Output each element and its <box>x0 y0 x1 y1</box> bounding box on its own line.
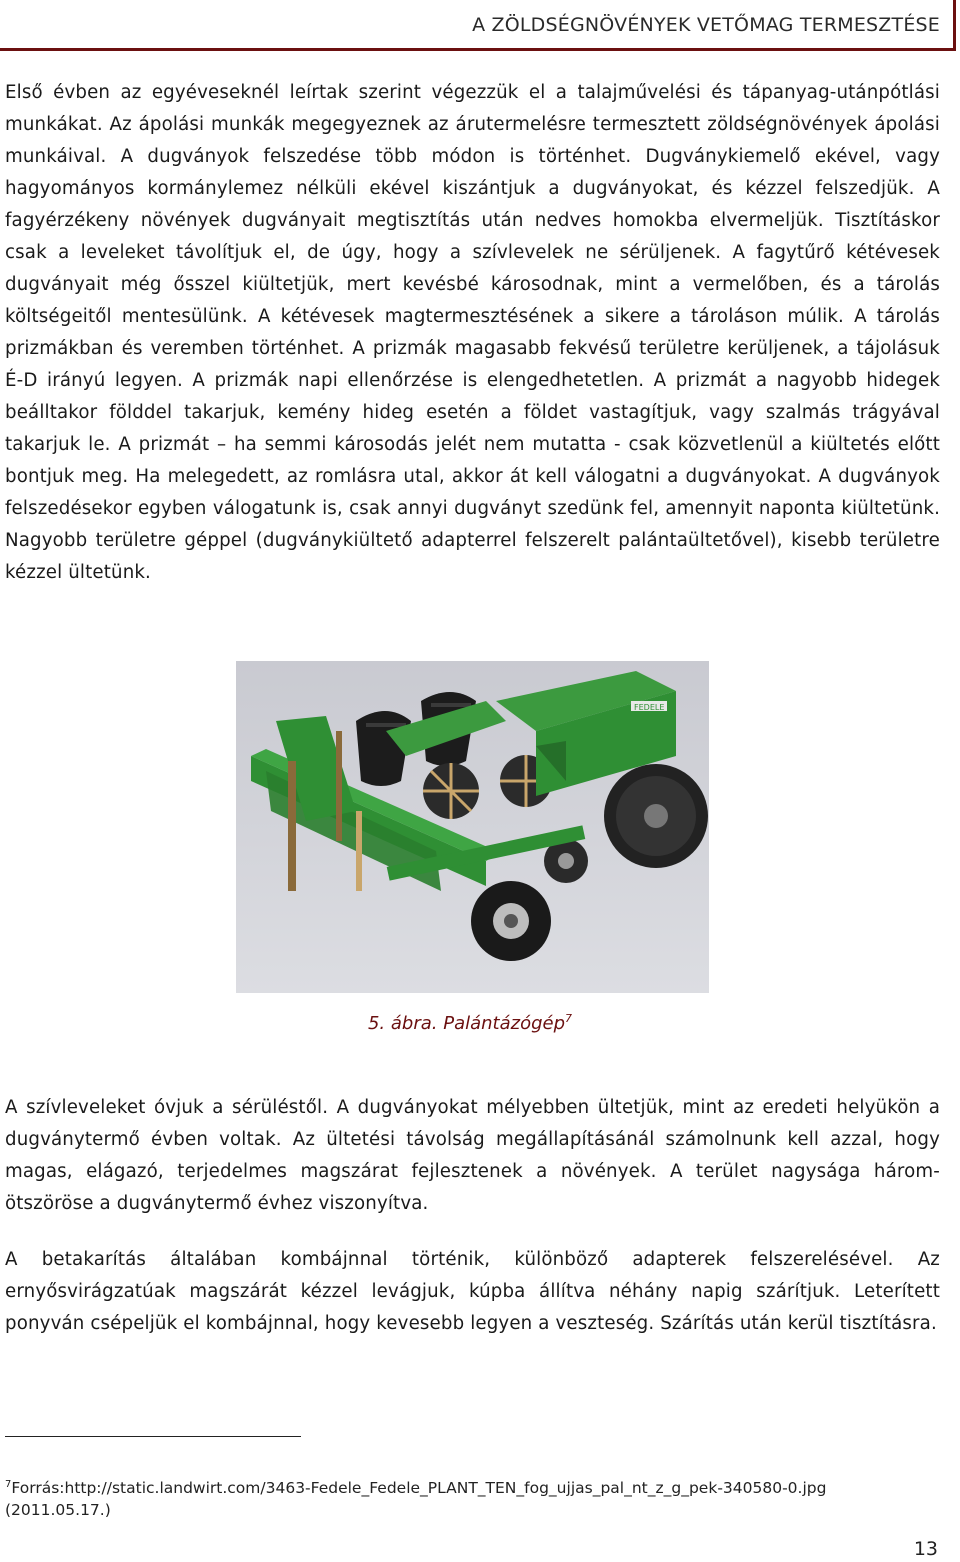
footnote-text: Forrás:http://static.landwirt.com/3463-Fedele_Fedele_PLANT_TEN_fog_ujjas_pal_nt_z_g_pek-340580-0.jpg (2011.05.17.) <box>5 1479 827 1520</box>
footnote-marker: 7 <box>5 1479 12 1490</box>
figure-planting-machine <box>236 661 709 993</box>
header-rule <box>0 48 956 51</box>
caption-text: 5. ábra. Palántázógép <box>367 1013 566 1034</box>
header-rule-vertical <box>953 0 956 51</box>
footnote <box>5 1474 935 1521</box>
caption-footnote-ref: 7 <box>565 1012 573 1025</box>
paragraph-seed-storage: Első évben az egyéveseknél leírtak szerint végezzük el a talajművelési és tápanyag-utánpótlási munkákat. Az ápolási munkák megegyeznek az árutermelésre termesztett zöldségnövények ápolási munkáival. A dugványok felszedése több módon is történhet. Dugványkiemelő ekével, vagy hagyományos kormánylemez nélküli ekével kiszántjuk a dugványokat, és kézzel felszedjük. A fagyérzékeny növények dugványait megtisztítás után nedves homokba elvermeljük. Tisztításkor csak a leveleket távolítjuk el, de úgy, hogy a szívlevelek ne sérüljenek. A fagytűrő kétévesek dugványait még ősszel kiültetjük, mert kevésbé károsodnak, mint a vermelőben, és a tárolás költségeitől mentesülünk. A kétévesek magtermesztésének a sikere a tároláson múlik. A tárolás prizmákban és veremben történhet. A prizmák magasabb fekvésű területre kerüljenek, a tájolásuk É-D irányú legyen. A prizmák napi ellenőrzése is elengedhetetlen. A prizmát a nagyobb hidegek beálltakor földdel takarjuk, kemény hideg esetén a földet vastagítjuk, vagy szalmás trágyával takarjuk le. A prizmát – ha semmi károsodás jelét nem mutatta - csak közvetlenül a kiültetés előtt bontjuk meg. Ha melegedett, az romlásra utal, akkor át kell válogatni a dugványokat. A dugványok felszedésekor egyben válogatunk is, csak annyi dugványt szedünk fel, amennyit naponta kiültetünk. Nagyobb területre géppel (dugványkiültető adapterrel felszerelt palántaültetővel), kisebb területre kézzel ültetünk. <box>5 82 940 583</box>
paragraph-planting: A szívleveleket óvjuk a sérüléstől. A dugványokat mélyebben ültetjük, mint az eredeti helyükön a dugványtermő évben voltak. Az ültetési távolság megállapításánál számolnunk kell azzal, hogy magas, elágazó, terjedelmes magszárat fejlesztenek a növények. A terület nagysága három- ötszöröse a dugványtermő évhez viszonyítva. <box>5 1097 940 1214</box>
figure-caption <box>0 1012 940 1034</box>
footnote-divider <box>5 1436 301 1437</box>
brand-label: FEDELE <box>634 703 665 712</box>
header-title: A ZÖLDSÉGNÖVÉNYEK VETŐMAG TERMESZTÉSE <box>472 14 940 36</box>
page-number: 13 <box>913 1538 938 1560</box>
paragraph-harvest: A betakarítás általában kombájnnal történik, különböző adapterek felszerelésével. Az ernyősvirágzatúak magszárát kézzel levágjuk, kúpba állítva néhány napig szárítjuk. Leterített ponyván csépeljük el kombájnnal, hogy kevesebb legyen a veszteség. Szárítás után kerül tisztításra. <box>5 1249 940 1334</box>
planting-machine-illustration <box>236 661 709 993</box>
